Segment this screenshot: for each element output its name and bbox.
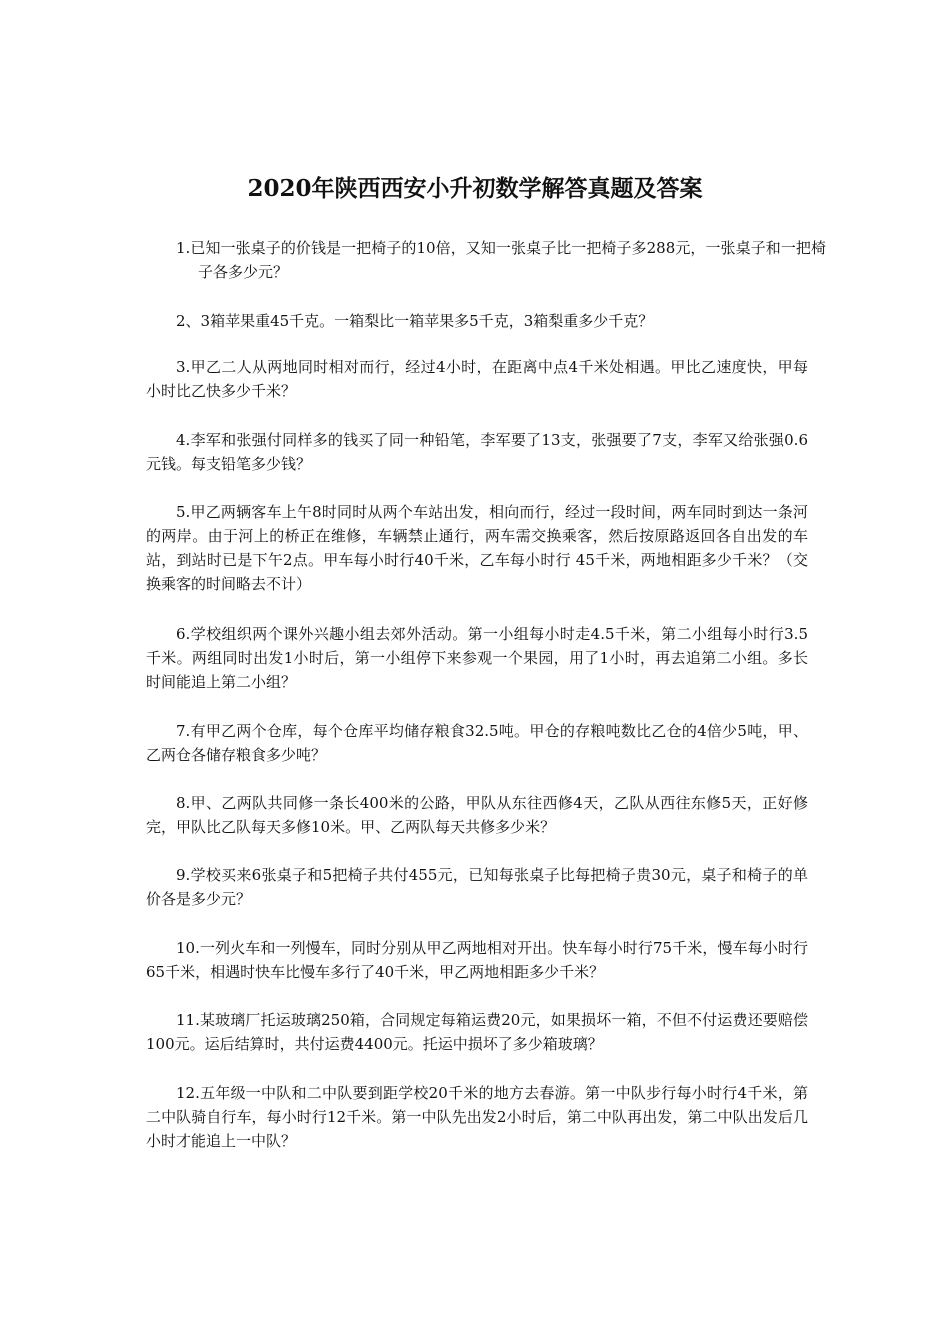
question-6: 6.学校组织两个课外兴趣小组去郊外活动。第一小组每小时走4.5千米，第二小组每小时行3.5千米。两组同时出发1小时后，第一小组停下来参观一个果园，用了1小时，再去追第二小组。多长时间能追上第二小组？ <box>146 625 808 691</box>
question-2: 2、3箱苹果重45千克。一箱梨比一箱苹果多5千克，3箱梨重多少千克？ <box>176 312 654 330</box>
question-10: 10.一列火车和一列慢车，同时分别从甲乙两地相对开出。快车每小时行75千米，慢车每小时行65千米，相遇时快车比慢车多行了40千米，甲乙两地相距多少千米？ <box>146 939 808 981</box>
document-title: 2020年陕西西安小升初数学解答真题及答案 <box>247 175 703 202</box>
question-12: 12.五年级一中队和二中队要到距学校20千米的地方去春游。第一中队步行每小时行4千米，第二中队骑自行车，每小时行12千米。第一中队先出发2小时后，第二中队再出发，第二中队出发后几小时才能追上一中队？ <box>146 1084 808 1150</box>
question-5: 5.甲乙两辆客车上午8时同时从两个车站出发，相向而行，经过一段时间，两车同时到达一条河 的两岸。由于河上的桥正在维修，车辆禁止通行，两车需交换乘客，然后按原路返回各自出发的车站，到站时已是下午2点。甲车每小时行40千米，乙车每小时行 45千米，两地相距多少千米？（交换乘客的时间略去不计） <box>146 503 808 593</box>
question-4: 4.李军和张强付同样多的钱买了同一种铅笔，李军要了13支，张强要了7支，李军又给张强0.6元钱。每支铅笔多少钱？ <box>146 431 808 473</box>
question-1: 1.已知一张桌子的价钱是一把椅子的10倍，又知一张桌子比一把椅子多288元，一张桌子和一把椅子各多少元？ <box>176 239 826 281</box>
question-9: 9.学校买来6张桌子和5把椅子共付455元，已知每张桌子比每把椅子贵30元，桌子和椅子的单价各是多少元？ <box>146 866 808 908</box>
question-8: 8.甲、乙两队共同修一条长400米的公路，甲队从东往西修4天，乙队从西往东修5天，正好修完，甲队比乙队每天多修10米。甲、乙两队每天共修多少米？ <box>146 794 808 836</box>
question-7: 7.有甲乙两个仓库，每个仓库平均储存粮食32.5吨。甲仓的存粮吨数比乙仓的4倍少5吨，甲、乙两仓各储存粮食多少吨？ <box>146 722 808 764</box>
question-3: 3.甲乙二人从两地同时相对而行，经过4小时，在距离中点4千米处相遇。甲比乙速度快，甲每小时比乙快多少千米？ <box>146 358 808 400</box>
question-11: 11.某玻璃厂托运玻璃250箱，合同规定每箱运费20元，如果损坏一箱，不但不付运费还要赔偿100元。运后结算时，共付运费4400元。托运中损坏了多少箱玻璃？ <box>146 1011 808 1053</box>
